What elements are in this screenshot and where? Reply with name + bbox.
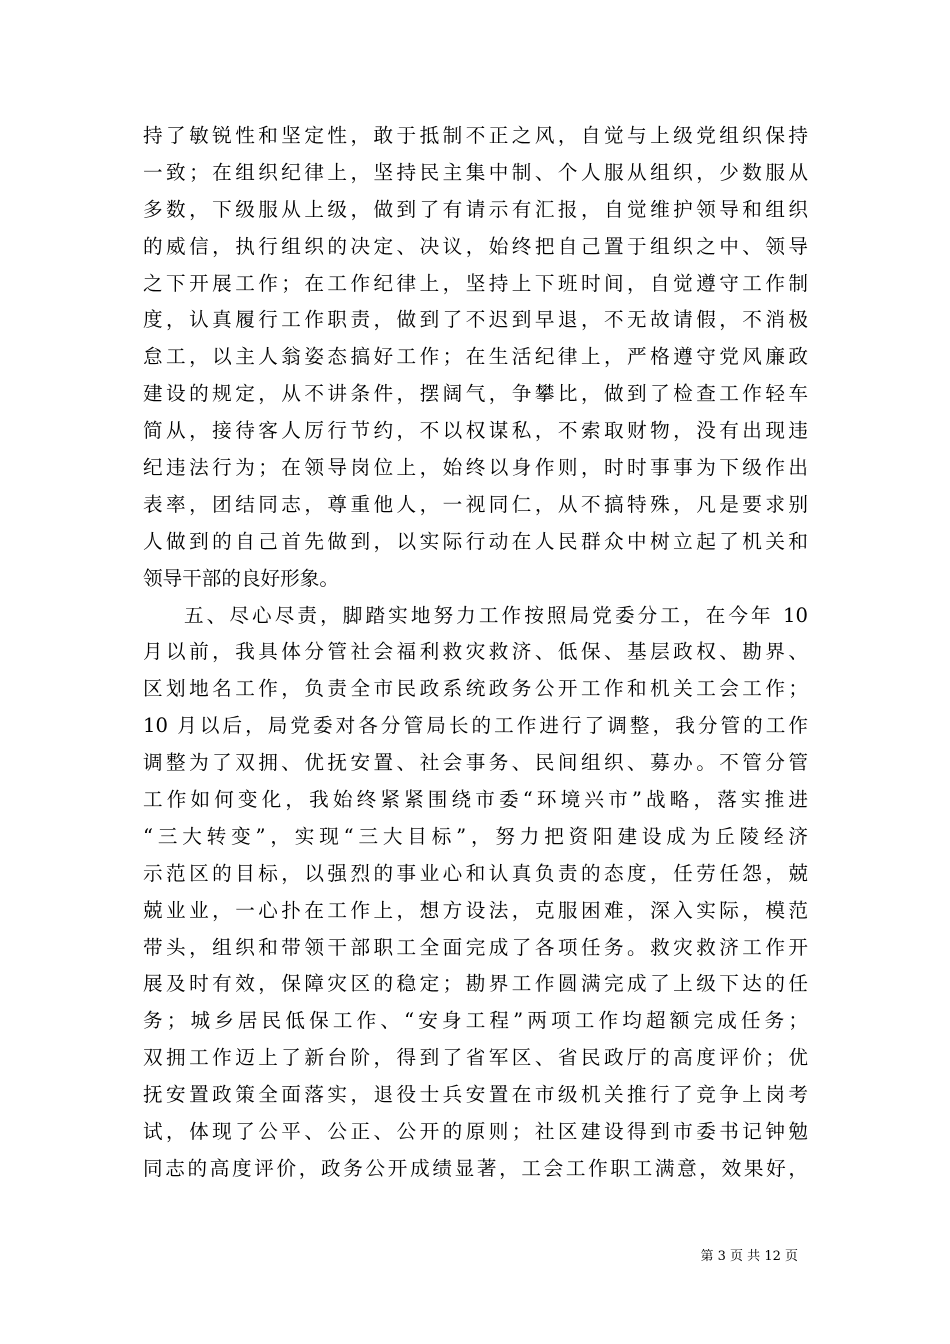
text-line: 兢业业，一心扑在工作上，想方设法，克服困难，深入实际，模范 <box>143 898 808 922</box>
text-line: 的威信，执行组织的决定、决议，始终把自己置于组织之中、领导 <box>143 234 808 258</box>
text-line: 抚安置政策全面落实，退役士兵安置在市级机关推行了竞争上岗考 <box>143 1083 808 1107</box>
text-line: 双拥工作迈上了新台阶，得到了省军区、省民政厅的高度评价；优 <box>143 1046 808 1070</box>
text-line: 务；城乡居民低保工作、“安身工程”两项工作均超额完成任务； <box>143 1009 808 1033</box>
text-line: 多数，下级服从上级，做到了有请示有汇报，自觉维护领导和组织 <box>143 197 808 221</box>
text-line: “三大转变”，实现“三大目标”，努力把资阳建设成为丘陵经济 <box>143 824 808 848</box>
text-line: 持了敏锐性和坚定性，敢于抵制不正之风，自觉与上级党组织保持 <box>143 124 808 147</box>
paragraph-first-line: 五、尽心尽责，脚踏实地努力工作按照局党委分工，在今年 10 <box>184 603 808 627</box>
text-line: 调整为了双拥、优抚安置、社会事务、民间组织、募办。不管分管 <box>143 751 808 775</box>
text-line: 区划地名工作，负责全市民政系统政务公开工作和机关工会工作； <box>143 677 808 701</box>
text-line: 建设的规定，从不讲条件，摆阔气，争攀比，做到了检查工作轻车 <box>143 382 808 406</box>
text-line: 工作如何变化，我始终紧紧围绕市委“环境兴市”战略，落实推进 <box>143 788 808 812</box>
text-line: 同志的高度评价，政务公开成绩显著，工会工作职工满意，效果好， <box>143 1156 808 1180</box>
text-line: 简从，接待客人厉行节约，不以权谋私，不索取财物，没有出现违 <box>143 419 808 443</box>
text-line: 表率，团结同志，尊重他人，一视同仁，从不搞特殊，凡是要求别 <box>143 492 808 516</box>
text-line: 度，认真履行工作职责，做到了不迟到早退，不无故请假，不消极 <box>143 308 808 332</box>
text-line: 领导干部的良好形象。 <box>143 566 339 590</box>
text-line: 一致；在组织纪律上，坚持民主集中制、个人服从组织，少数服从 <box>143 160 808 184</box>
text-line: 示范区的目标，以强烈的事业心和认真负责的态度，任劳任怨，兢 <box>143 861 808 885</box>
text-line: 月以前，我具体分管社会福利救灾救济、低保、基层政权、勘界、 <box>143 640 808 664</box>
text-line: 怠工，以主人翁姿态搞好工作；在生活纪律上，严格遵守党风廉政 <box>143 345 808 369</box>
text-line: 展及时有效，保障灾区的稳定；勘界工作圆满完成了上级下达的任 <box>143 972 808 996</box>
page-number: 第 3 页 共 12 页 <box>700 1249 798 1264</box>
text-line: 人做到的自己首先做到，以实际行动在人民群众中树立起了机关和 <box>143 529 808 553</box>
document-body <box>143 118 808 1188</box>
text-line: 试，体现了公平、公正、公开的原则；社区建设得到市委书记钟勉 <box>143 1120 808 1144</box>
text-line: 之下开展工作；在工作纪律上，坚持上下班时间，自觉遵守工作制 <box>143 271 808 295</box>
text-line: 10 月以后，局党委对各分管局长的工作进行了调整，我分管的工作 <box>143 714 808 738</box>
text-line: 带头，组织和带领干部职工全面完成了各项任务。救灾救济工作开 <box>143 935 808 959</box>
text-line: 纪违法行为；在领导岗位上，始终以身作则，时时事事为下级作出 <box>143 456 808 480</box>
